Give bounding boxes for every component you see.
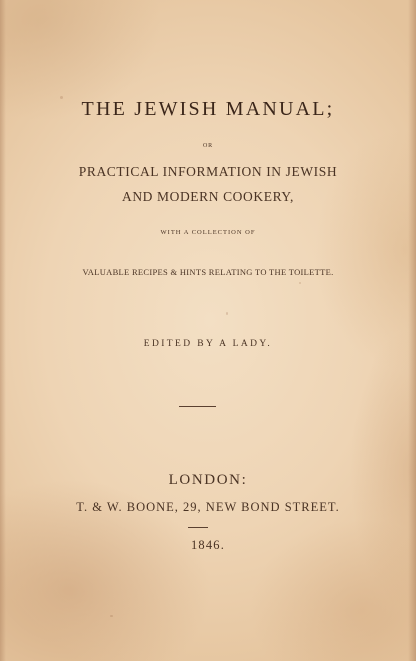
foxing-spot [299,282,301,284]
editor-credit: EDITED BY A LADY. [143,339,273,349]
divider-rule [179,406,216,407]
recipes-line: VALUABLE RECIPES & HINTS RELATING TO THE TOILETTE. [82,267,334,277]
book-title: THE JEWISH MANUAL; [81,98,335,120]
publisher-imprint: T. & W. BOONE, 29, NEW BOND STREET. [76,500,340,514]
or-connector: OR [203,143,213,149]
publication-year: 1846. [190,538,226,552]
publication-city: LONDON: [168,472,248,488]
subtitle-line-2: AND MODERN COOKERY, [121,189,295,204]
subtitle-line-1: PRACTICAL INFORMATION IN JEWISH [78,164,338,179]
foxing-spot [110,615,113,617]
short-divider-rule [188,527,208,528]
foxing-spot [226,312,228,315]
collection-note: WITH A COLLECTION OF [160,229,256,236]
